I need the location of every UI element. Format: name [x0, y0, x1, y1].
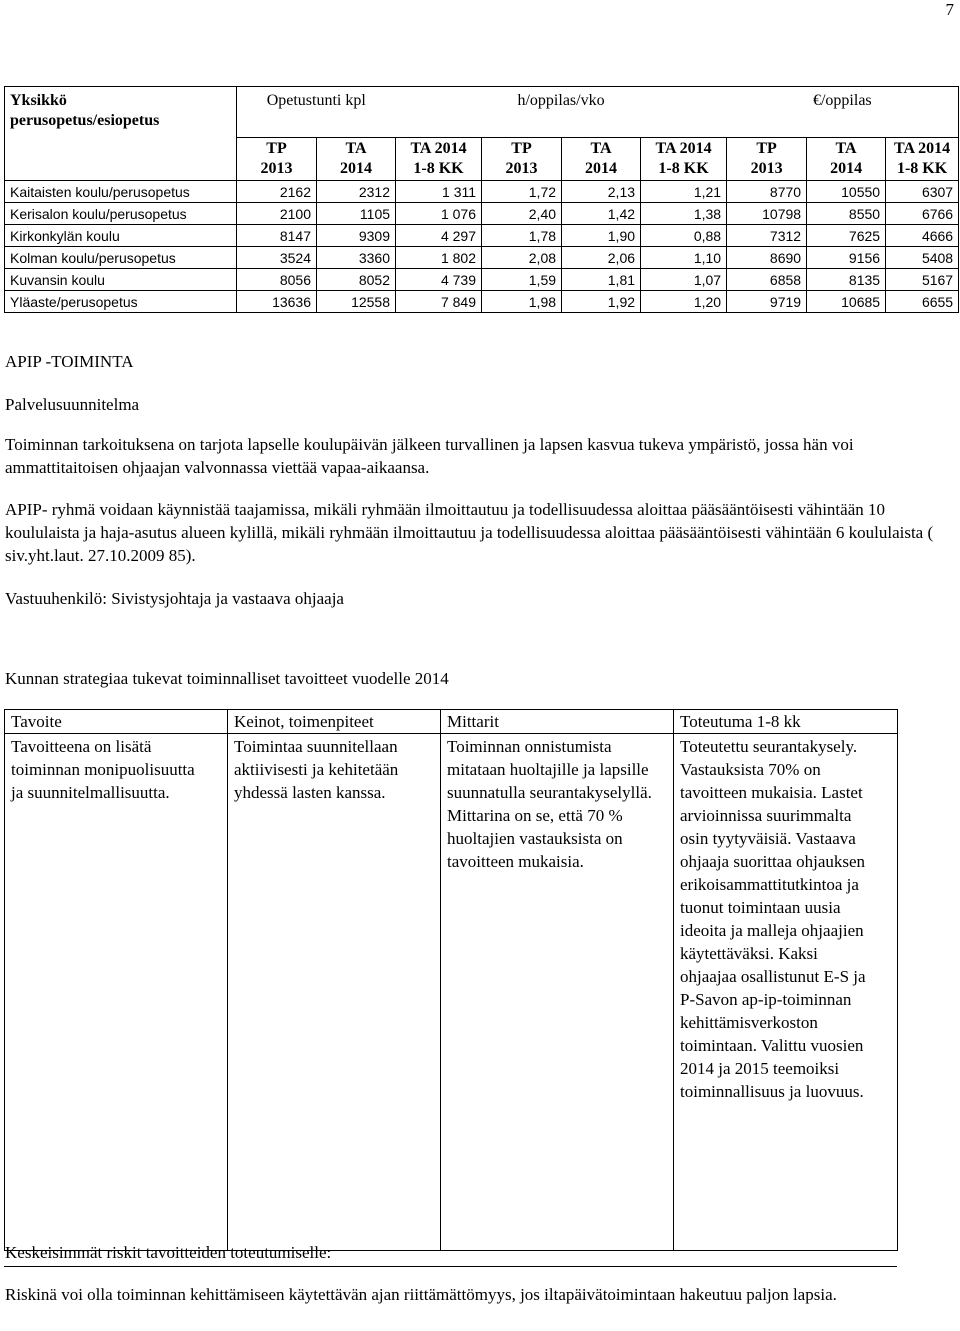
value-cell: 2,13: [562, 181, 641, 203]
stats-group-header-row: [5, 87, 959, 138]
value-cell: 6307: [886, 181, 959, 203]
unit-name: Kuvansin koulu: [5, 269, 237, 291]
stats-subheader-row: [5, 138, 959, 181]
unit-name: Kirkonkylän koulu: [5, 225, 237, 247]
goals-header-row: [5, 710, 898, 734]
value-cell: 9156: [807, 247, 886, 269]
value-cell: 8056: [237, 269, 317, 291]
value-cell: 13636: [237, 291, 317, 313]
value-cell: 3360: [317, 247, 396, 269]
table-row: [5, 291, 959, 313]
subheader-cell: TA 2014 1-8 KK: [641, 138, 727, 181]
value-cell: 0,88: [641, 225, 727, 247]
page-number: 7: [945, 0, 954, 19]
group-header-hours-per-pupil: h/oppilas/vko: [396, 87, 727, 138]
value-cell: 1,78: [482, 225, 562, 247]
subheader-cell: TP 2013: [237, 138, 317, 181]
value-cell: 1,90: [562, 225, 641, 247]
column-header-means: Keinot, toimenpiteet: [228, 710, 441, 734]
section-subheading: Palvelusuunnitelma: [5, 395, 140, 414]
metrics-cell: Toiminnan onnistumista mitataan huoltajille ja lapsille suunnatulla seurantakyselyllä. Mittarina on se, että 70 % huoltajien vastauksista on tavoitteen mukaisia.: [441, 734, 674, 1251]
subheader-cell: TP 2013: [482, 138, 562, 181]
value-cell: 8147: [237, 225, 317, 247]
value-cell: 1,59: [482, 269, 562, 291]
table-row: [5, 225, 959, 247]
value-cell: 5408: [886, 247, 959, 269]
value-cell: 7625: [807, 225, 886, 247]
value-cell: 8770: [727, 181, 807, 203]
subheader-cell: TA 2014 1-8 KK: [886, 138, 959, 181]
group-header-lessons: Opetustunti kpl: [237, 87, 396, 138]
unit-statistics-table: [4, 86, 959, 313]
value-cell: 12558: [317, 291, 396, 313]
value-cell: 1,98: [482, 291, 562, 313]
table-row: [5, 181, 959, 203]
risks-label: Keskeisimmät riskit tavoitteiden toteutumiselle:: [5, 1243, 332, 1262]
value-cell: 3524: [237, 247, 317, 269]
responsible-person: Vastuuhenkilö: Sivistysjohtaja ja vastaava ohjaaja: [5, 589, 344, 608]
purpose-paragraph: Toiminnan tarkoituksena on tarjota lapselle koulupäivän jälkeen turvallinen ja lapsen kasvua tukeva ympäristö, jossa hän voi ammattitaitoisen ohjaajan valvonnassa viettää vapaa-aikaansa.: [5, 435, 854, 477]
goals-table: [4, 709, 898, 1251]
group-header-cost-per-pupil: €/oppilas: [727, 87, 959, 138]
strategy-heading: Kunnan strategiaa tukevat toiminnalliset tavoitteet vuodelle 2014: [5, 669, 449, 688]
value-cell: 8550: [807, 203, 886, 225]
column-header-goal: Tavoite: [5, 710, 228, 734]
value-cell: 4666: [886, 225, 959, 247]
value-cell: 1,81: [562, 269, 641, 291]
value-cell: 7312: [727, 225, 807, 247]
value-cell: 8135: [807, 269, 886, 291]
value-cell: 1,38: [641, 203, 727, 225]
value-cell: 4 739: [396, 269, 482, 291]
value-cell: 1,10: [641, 247, 727, 269]
column-header-metrics: Mittarit: [441, 710, 674, 734]
unit-name: Kaitaisten koulu/perusopetus: [5, 181, 237, 203]
value-cell: 7 849: [396, 291, 482, 313]
risks-text: Riskinä voi olla toiminnan kehittämiseen käytettävän ajan riittämättömyys, jos iltapäivätoimintaan hakeutuu paljon lapsia.: [5, 1285, 837, 1304]
value-cell: 2312: [317, 181, 396, 203]
value-cell: 1 076: [396, 203, 482, 225]
table-row: [5, 269, 959, 291]
subheader-cell: TA 2014: [562, 138, 641, 181]
value-cell: 9719: [727, 291, 807, 313]
divider: [4, 1266, 897, 1267]
value-cell: 2,06: [562, 247, 641, 269]
means-cell: Toimintaa suunnitellaan aktiivisesti ja kehitetään yhdessä lasten kanssa.: [228, 734, 441, 1251]
value-cell: 9309: [317, 225, 396, 247]
value-cell: 10685: [807, 291, 886, 313]
value-cell: 2,40: [482, 203, 562, 225]
value-cell: 1 802: [396, 247, 482, 269]
subheader-cell: TP 2013: [727, 138, 807, 181]
subheader-cell: TA 2014: [317, 138, 396, 181]
subheader-cell: TA 2014 1-8 KK: [396, 138, 482, 181]
value-cell: 8690: [727, 247, 807, 269]
value-cell: 10798: [727, 203, 807, 225]
value-cell: 1,92: [562, 291, 641, 313]
goals-row: [5, 734, 898, 1251]
group-start-paragraph: APIP- ryhmä voidaan käynnistää taajamissa, mikäli ryhmään ilmoittautuu ja todellisuudessa aloittaa pääsääntöisesti vähintään 10 koululaista ja haja-asutus alueen kylillä, mikäli ryhmään ilmoittautuu ja todellisuudessa aloittaa pääsääntöisesti vähintään 6 koululaista ( siv.yht.laut. 27.10.2009 85).: [5, 500, 934, 565]
value-cell: 1,72: [482, 181, 562, 203]
table-row: [5, 247, 959, 269]
unit-name: Kerisalon koulu/perusopetus: [5, 203, 237, 225]
value-cell: 5167: [886, 269, 959, 291]
realization-cell: Toteutettu seurantakysely. Vastauksista 70% on tavoitteen mukaisia. Lastet arvioinnissa suurimmalta osin tyytyväisiä. Vastaava ohjaaja suorittaa ohjauksen erikoisammattitutkintoa ja tuonut toimintaan uusia ideoita ja malleja ohjaajien käytettäväksi. Kaksi ohjaajaa osallistunut E-S ja P-Savon ap-ip-toiminnan kehittämisverkoston toimintaan. Valittu vuosien 2014 ja 2015 teemoiksi toiminnallisuus ja luovuus.: [674, 734, 898, 1251]
value-cell: 2,08: [482, 247, 562, 269]
column-header-realization: Toteutuma 1-8 kk: [674, 710, 898, 734]
value-cell: 1,20: [641, 291, 727, 313]
value-cell: 1,42: [562, 203, 641, 225]
unit-name: Kolman koulu/perusopetus: [5, 247, 237, 269]
value-cell: 2162: [237, 181, 317, 203]
value-cell: 6655: [886, 291, 959, 313]
value-cell: 2100: [237, 203, 317, 225]
value-cell: 4 297: [396, 225, 482, 247]
unit-column-header: Yksikkö perusopetus/esiopetus: [5, 87, 237, 138]
value-cell: 6766: [886, 203, 959, 225]
subheader-cell: TA 2014: [807, 138, 886, 181]
value-cell: 1105: [317, 203, 396, 225]
table-row: [5, 203, 959, 225]
value-cell: 10550: [807, 181, 886, 203]
value-cell: 6858: [727, 269, 807, 291]
value-cell: 1,21: [641, 181, 727, 203]
value-cell: 8052: [317, 269, 396, 291]
value-cell: 1 311: [396, 181, 482, 203]
unit-name: Yläaste/perusopetus: [5, 291, 237, 313]
value-cell: 1,07: [641, 269, 727, 291]
section-heading-apip: APIP -TOIMINTA: [5, 352, 134, 371]
goal-cell: Tavoitteena on lisätä toiminnan monipuolisuutta ja suunnitelmallisuutta.: [5, 734, 228, 1251]
